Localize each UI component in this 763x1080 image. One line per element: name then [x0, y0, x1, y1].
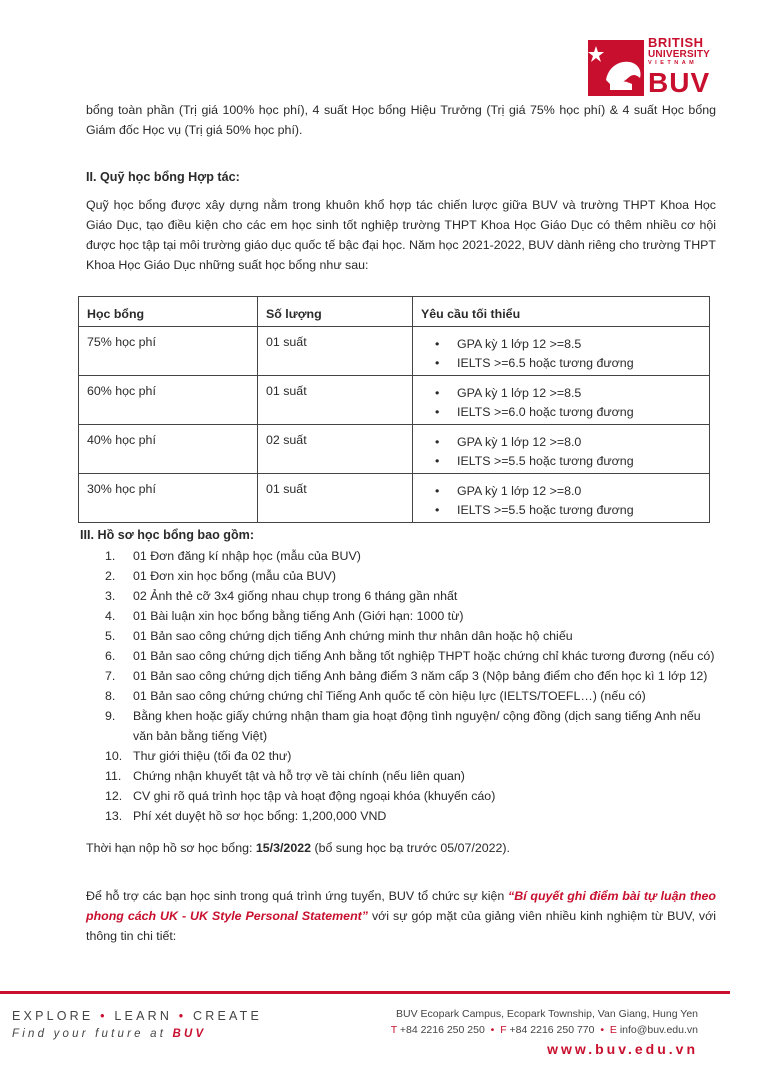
list-item [105, 806, 715, 826]
logo-line3: VIETNAM [648, 60, 698, 66]
list-item [105, 766, 715, 786]
footer-contacts: T +84 2216 250 250 • F +84 2216 250 770 • E info@buv.edu.vn [390, 1024, 698, 1036]
header-requirements: Yêu cầu tối thiểu [421, 307, 521, 321]
tagline-separator: • [100, 1009, 108, 1023]
item-text: 01 Bản sao công chứng dịch tiếng Anh bảng điểm 3 năm cấp 3 (Nộp bảng điểm cho đến học kì 1 lớp 12) [133, 669, 708, 683]
item-number: 4. [105, 609, 116, 623]
deadline-prefix: Thời hạn nộp hồ sơ học bổng: [86, 841, 256, 855]
footer-divider [0, 991, 730, 994]
documents-list [105, 546, 715, 826]
email-address[interactable]: info@buv.edu.vn [619, 1024, 698, 1036]
tel-label: T [390, 1024, 397, 1036]
requirement-item: • GPA kỳ 1 lớp 12 >=8.0 [435, 433, 709, 452]
requirement-item: • IELTS >=6.0 hoặc tương đương [435, 403, 709, 422]
list-item [105, 546, 715, 566]
requirement-item: • IELTS >=5.5 hoặc tương đương [435, 501, 709, 520]
tagline-explore: EXPLORE [12, 1009, 94, 1023]
item-number: 13. [105, 809, 123, 823]
header-scholarship: Học bổng [87, 307, 145, 321]
scholarship-cell: 30% học phí [87, 482, 156, 496]
footer-slogan [12, 1028, 206, 1040]
scholarship-table [78, 296, 710, 523]
list-item [105, 646, 715, 666]
item-text: 01 Bản sao công chứng chứng chỉ Tiếng Anh quốc tế còn hiệu lực (IELTS/TOEFL…) (nếu có) [133, 689, 646, 703]
scholarship-cell: 40% học phí [87, 433, 156, 447]
deadline-suffix: (bổ sung học bạ trước 05/07/2022). [311, 841, 510, 855]
item-number: 11. [105, 769, 122, 783]
scholarship-cell: 75% học phí [87, 335, 156, 349]
logo-line1: BRITISH [648, 35, 704, 50]
requirements-list [413, 376, 709, 422]
list-item [105, 706, 715, 746]
table-row [79, 474, 710, 523]
requirement-item: • IELTS >=6.5 hoặc tương đương [435, 354, 709, 373]
intro-paragraph: bổng toàn phần (Trị giá 100% học phí), 4 suất Học bổng Hiệu Trưởng (Trị giá 75% học phí) & 4 suất Học bổng Giám đốc Học vụ (Trị giá 50% học phí). [86, 103, 716, 137]
section3-heading: III. Hồ sơ học bổng bao gồm: [80, 528, 255, 542]
quantity-cell: 01 suất [266, 482, 307, 496]
item-number: 3. [105, 589, 116, 603]
scholarship-cell: 60% học phí [87, 384, 156, 398]
footer-website[interactable]: www.buv.edu.vn [547, 1041, 698, 1057]
list-item [105, 746, 715, 766]
slogan-brand: BUV [172, 1028, 207, 1040]
email-label: E [609, 1024, 617, 1036]
item-text: 01 Bản sao công chứng dịch tiếng Anh bằng tốt nghiệp THPT hoặc chứng chỉ khác tương đương (nếu có) [133, 649, 715, 663]
item-text: 01 Bản sao công chứng dịch tiếng Anh chứng minh thư nhân dân hoặc hộ chiếu [133, 629, 573, 643]
logo-line4: BUV [648, 66, 711, 98]
item-number: 2. [105, 569, 116, 583]
item-number: 12. [105, 789, 123, 803]
item-number: 1. [105, 549, 116, 563]
item-number: 5. [105, 629, 116, 643]
item-text: CV ghi rõ quá trình học tập và hoạt động ngoại khóa (khuyến cáo) [133, 789, 496, 803]
event-suffix: với sự góp mặt của giảng viên nhiều kinh nghiệm từ BUV, với thông tin chi tiết: [86, 909, 716, 943]
footer-address: BUV Ecopark Campus, Ecopark Township, Van Giang, Hung Yen [396, 1008, 698, 1020]
event-paragraph [86, 886, 716, 946]
requirements-list [413, 327, 709, 373]
table-row [79, 425, 710, 474]
section2-heading: II. Quỹ học bổng Hợp tác: [86, 170, 240, 184]
tagline-learn: LEARN [114, 1009, 173, 1023]
footer-tagline [12, 1009, 262, 1023]
item-number: 8. [105, 689, 116, 703]
fax-number: +84 2216 250 770 [509, 1024, 595, 1036]
item-text: 02 Ảnh thẻ cỡ 3x4 giống nhau chụp trong 6 tháng gần nhất [133, 589, 458, 603]
quantity-cell: 01 suất [266, 384, 307, 398]
item-text: 01 Đơn xin học bổng (mẫu của BUV) [133, 569, 337, 583]
deadline-line [86, 838, 716, 858]
logo-line2: UNIVERSITY [648, 49, 711, 60]
list-item [105, 626, 715, 646]
requirement-item: • IELTS >=5.5 hoặc tương đương [435, 452, 709, 471]
tagline-create: CREATE [193, 1009, 263, 1023]
header-quantity: Số lượng [266, 307, 322, 321]
item-number: 9. [105, 709, 116, 723]
table-row [79, 376, 710, 425]
table-row [79, 327, 710, 376]
table-header-row [79, 297, 710, 327]
item-text: Phí xét duyệt hồ sơ học bổng: 1,200,000 VND [133, 809, 387, 823]
tagline-separator: • [178, 1009, 187, 1023]
list-item [105, 586, 715, 606]
slogan-text: Find your future at [12, 1028, 173, 1040]
quantity-cell: 01 suất [266, 335, 307, 349]
list-item [105, 786, 715, 806]
event-title: “Bí quyết ghi điểm bài tự luận theo phong cách UK - UK Style Personal Statement” [86, 889, 716, 923]
requirement-item: • GPA kỳ 1 lớp 12 >=8.0 [435, 482, 709, 501]
quantity-cell: 02 suất [266, 433, 307, 447]
tel-number: +84 2216 250 250 [399, 1024, 485, 1036]
item-text: Thư giới thiệu (tối đa 02 thư) [133, 749, 292, 763]
buv-logo [588, 32, 711, 98]
item-number: 6. [105, 649, 116, 663]
list-item [105, 666, 715, 686]
item-text: Bằng khen hoặc giấy chứng nhận tham gia hoạt động tình nguyện/ cộng đồng (dịch sang tiếng Anh nếu văn bản bằng tiếng Việt) [133, 709, 701, 743]
list-item [105, 566, 715, 586]
item-text: 01 Đơn đăng kí nhập học (mẫu của BUV) [133, 549, 361, 563]
event-prefix: Để hỗ trợ các bạn học sinh trong quá trình ứng tuyển, BUV tổ chức sự kiện [86, 889, 509, 903]
requirement-item: • GPA kỳ 1 lớp 12 >=8.5 [435, 335, 709, 354]
list-item [105, 686, 715, 706]
item-text: Chứng nhận khuyết tật và hỗ trợ về tài chính (nếu liên quan) [133, 769, 465, 783]
requirements-list [413, 474, 709, 520]
deadline-date: 15/3/2022 [255, 841, 311, 855]
requirement-item: • GPA kỳ 1 lớp 12 >=8.5 [435, 384, 709, 403]
lion-emblem-icon [588, 40, 644, 96]
fax-label: F [500, 1024, 507, 1036]
section2-paragraph: Quỹ học bổng được xây dựng nằm trong khuôn khổ hợp tác chiến lược giữa BUV và trường THPT Khoa Học Giáo Dục, tạo điều kiện cho các em học sinh tốt nghiệp trường THPT Khoa Học Giáo Dục có thêm nhiều cơ hội được học tập tại môi trường giáo dục quốc tế bậc đại học. Năm học 2021-2022, BUV dành riêng cho trường THPT Khoa Học Giáo Dục những suất học bổng như sau: [86, 198, 716, 272]
item-text: 01 Bài luận xin học bổng bằng tiếng Anh (Giới hạn: 1000 từ) [133, 609, 464, 623]
list-item [105, 606, 715, 626]
item-number: 7. [105, 669, 116, 683]
item-number: 10. [105, 749, 123, 763]
requirements-list [413, 425, 709, 471]
